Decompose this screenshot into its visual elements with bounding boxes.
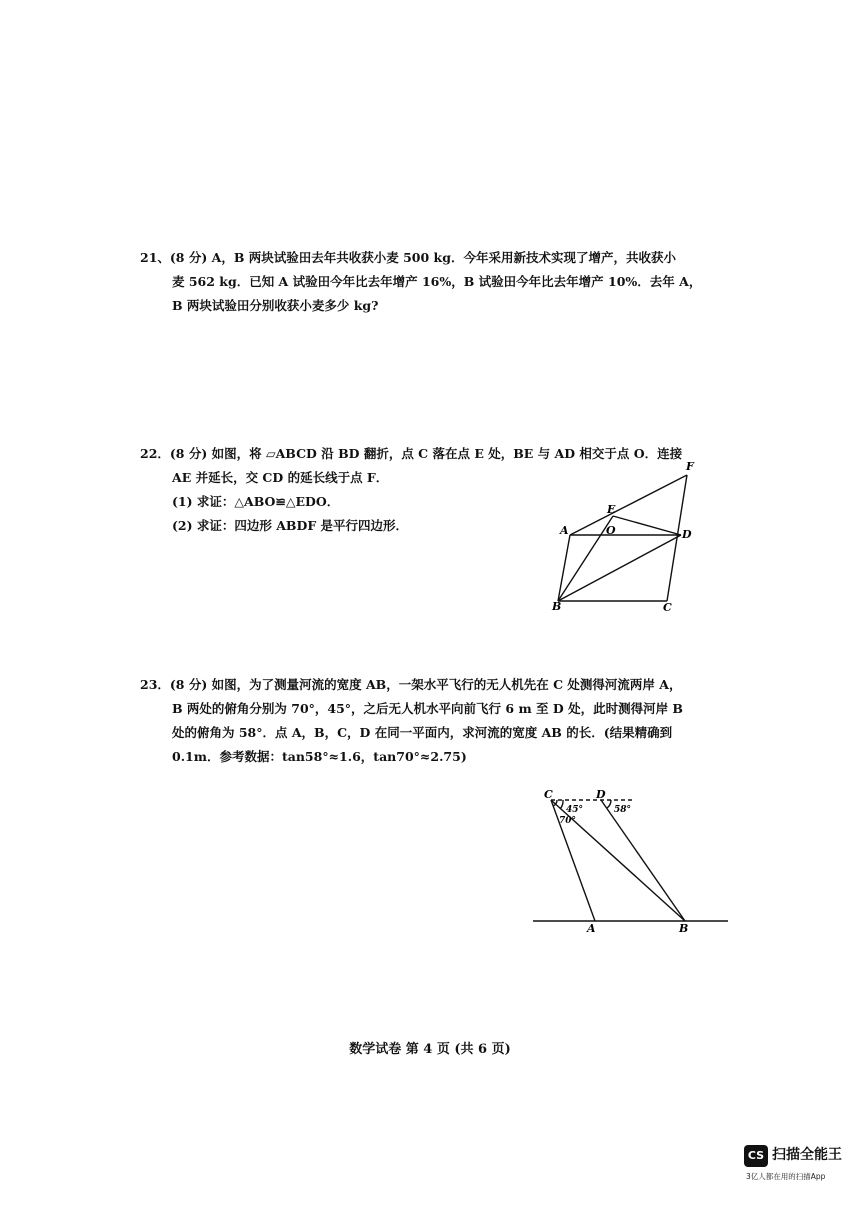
label-C: C bbox=[544, 788, 553, 801]
label-B: B bbox=[552, 600, 562, 613]
question-23-line-3: 处的俯角为 58°．点 A，B，C，D 在同一平面内，求河流的宽度 AB 的长．(结果精确到 bbox=[172, 725, 673, 740]
question-21-line-3: B 两块试验田分别收获小麦多少 kg? bbox=[172, 298, 379, 313]
label-D: D bbox=[682, 528, 692, 541]
label-F: F bbox=[686, 460, 694, 473]
question-23-line-1: 23．(8 分) 如图，为了测量河流的宽度 AB，一架水平飞行的无人机先在 C 处测得河流两岸 A， bbox=[140, 677, 682, 692]
question-21-line-2: 麦 562 kg．已知 A 试验田今年比去年增产 16%，B 试验田今年比去年增产 10%．去年 A， bbox=[172, 274, 702, 289]
question-23-line-2: B 两处的俯角分别为 70°，45°，之后无人机水平向前飞行 6 m 至 D 处，此时测得河岸 B bbox=[172, 701, 683, 716]
label-A: A bbox=[560, 524, 569, 537]
angle-45-label: 45° bbox=[566, 805, 584, 815]
scanner-watermark bbox=[744, 1141, 854, 1191]
question-22-part-1: (1) 求证：△ABO≌△EDO． bbox=[172, 494, 340, 509]
question-22-line-1: 22．(8 分) 如图，将 ▱ABCD 沿 BD 翻折，点 C 落在点 E 处，BE 与 AD 相交于点 O．连接 bbox=[140, 446, 683, 461]
line-AF bbox=[570, 475, 687, 535]
question-21-line-1: 21、(8 分) A，B 两块试验田去年共收获小麦 500 kg．今年采用新技术实现了增产，共收获小 bbox=[140, 250, 676, 265]
angle-70-label: 70° bbox=[559, 816, 577, 826]
page-footer: 数学试卷 第 4 页 (共 6 页) bbox=[349, 1042, 511, 1057]
label-E: E bbox=[607, 503, 616, 516]
angle-58-arc bbox=[607, 800, 611, 808]
angle-45-arc bbox=[560, 800, 563, 809]
angle-58-label: 58° bbox=[614, 805, 632, 815]
label-O: O bbox=[606, 524, 616, 537]
question-23-line-4: 0.1m．参考数据：tan58°≈1.6，tan70°≈2.75) bbox=[172, 749, 467, 764]
q22-parallelogram-figure bbox=[545, 458, 715, 613]
question-23 bbox=[140, 673, 725, 769]
q23-drone-figure bbox=[525, 783, 735, 938]
line-DB bbox=[601, 800, 685, 921]
line-ED bbox=[613, 516, 681, 535]
camscanner-logo-icon: CS bbox=[744, 1145, 768, 1167]
label-D: D bbox=[596, 788, 606, 801]
watermark-name: 扫描全能王 bbox=[772, 1147, 842, 1163]
question-21 bbox=[140, 246, 725, 318]
label-C: C bbox=[663, 601, 672, 613]
label-A: A bbox=[587, 922, 596, 935]
label-B: B bbox=[679, 922, 689, 935]
question-22-part-2: (2) 求证：四边形 ABDF 是平行四边形． bbox=[172, 518, 409, 533]
question-22-line-2: AE 并延长，交 CD 的延长线于点 F． bbox=[172, 470, 389, 485]
line-BD bbox=[558, 535, 681, 601]
watermark-subtitle: 3亿人都在用的扫描App bbox=[746, 1172, 826, 1181]
